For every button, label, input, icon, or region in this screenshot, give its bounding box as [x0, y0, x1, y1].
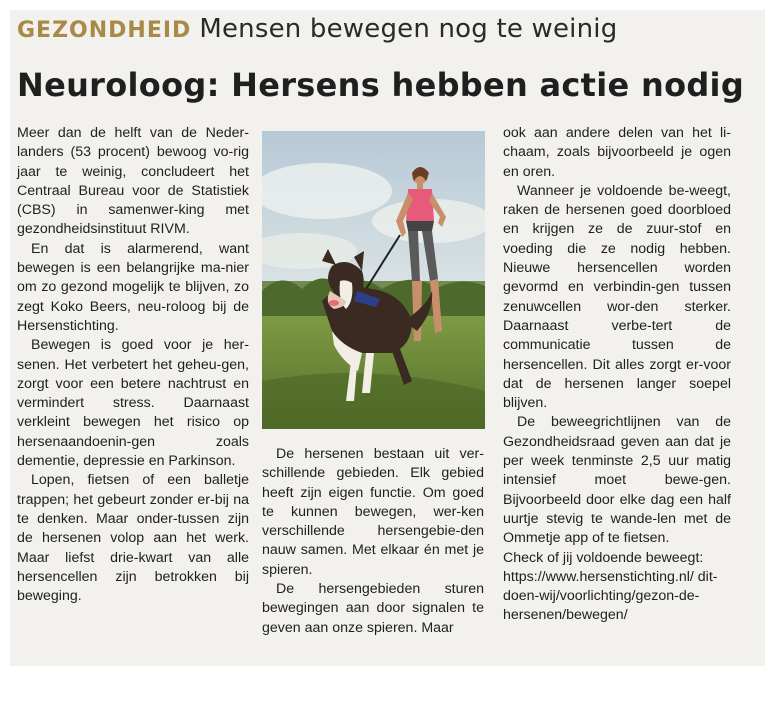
paragraph: Meer dan de helft van de Neder-landers (53 procent) bewoog vo-rig jaar te weinig, concludeert het Centraal Bureau voor de Statistiek (CBS) in samenwer-king met gezondheidsinstituut RIVM.	[17, 125, 249, 238]
check-label: Check of jij voldoende beweegt:	[503, 549, 704, 566]
paragraph: Wanneer je voldoende be-weegt, raken de hersenen goed doorbloed en krijgen ze de zuur-stof en voeding die ze nodig hebben. Nieuwe hersencellen worden gevormd en verbindin-gen tussen zenuwcellen wor-den sterker. Daarnaast verbe-tert de communicatie tussen de hersencellen. Dit alles zorgt er-voor dat de hersenen langer soepel blijven.	[503, 182, 731, 412]
article-column-3	[503, 124, 731, 626]
paragraph: En dat is alarmerend, want bewegen is een belangrijke ma-nier om zo gezond mogelijk te blijven, zo zegt Koko Beers, neu-roloog bij de Hersenstichting.	[17, 240, 249, 334]
article-column-2	[262, 445, 484, 638]
headline: Neuroloog: Hersens hebben actie nodig	[17, 66, 745, 104]
paragraph: Bewegen is goed voor je her-senen. Het verbetert het geheu-gen, zorgt voor een betere nachtrust en vermindert stress. Daarnaast verkleint bewegen het risico op hersenaandoenin-gen zoals dementie, depressie en Parkinson.	[17, 337, 249, 470]
hersenstichting-link[interactable]: https://www.hersenstichting.nl/ dit-doen-wij/voorlichting/gezon-de-hersenen/bewegen/	[503, 568, 718, 624]
paragraph: ook aan andere delen van het li-chaam, zoals bijvoorbeeld je ogen en oren.	[503, 125, 731, 180]
paragraph: De beweegrichtlijnen van de Gezondheidsraad geven aan dat je per week tenminste 2,5 uur matig intensief moet bewe-gen. Bijvoorbeeld door elke dag een half uurtje stevig te wande-len met de Ommetje app of te fietsen.	[503, 414, 731, 547]
section-kicker: GEZONDHEID	[17, 18, 192, 43]
article-photo	[262, 131, 485, 429]
kicker-title: Mensen bewegen nog te weinig	[199, 14, 618, 44]
paragraph: Lopen, fietsen of een balletje trappen; het gebeurt zonder er-bij na te denken. Maar onder-tussen zijn de hersenen volop aan het werk. Maar liefst drie-kwart van alle hersencellen zijn betrokken bij beweging.	[17, 472, 249, 605]
article-column-1	[17, 124, 249, 606]
woman-running-with-dog-icon	[262, 131, 485, 429]
paragraph: De hersengebieden sturen bewegingen aan door signalen te geven aan onze spieren. Maar	[262, 581, 484, 636]
paragraph: De hersenen bestaan uit ver-schillende gebieden. Elk gebied heeft zijn eigen functie. Om goed te kunnen bewegen, wer-ken verschillende hersengebie-den nauw samen. Met elkaar én met je spieren.	[262, 446, 484, 578]
header	[17, 14, 617, 44]
